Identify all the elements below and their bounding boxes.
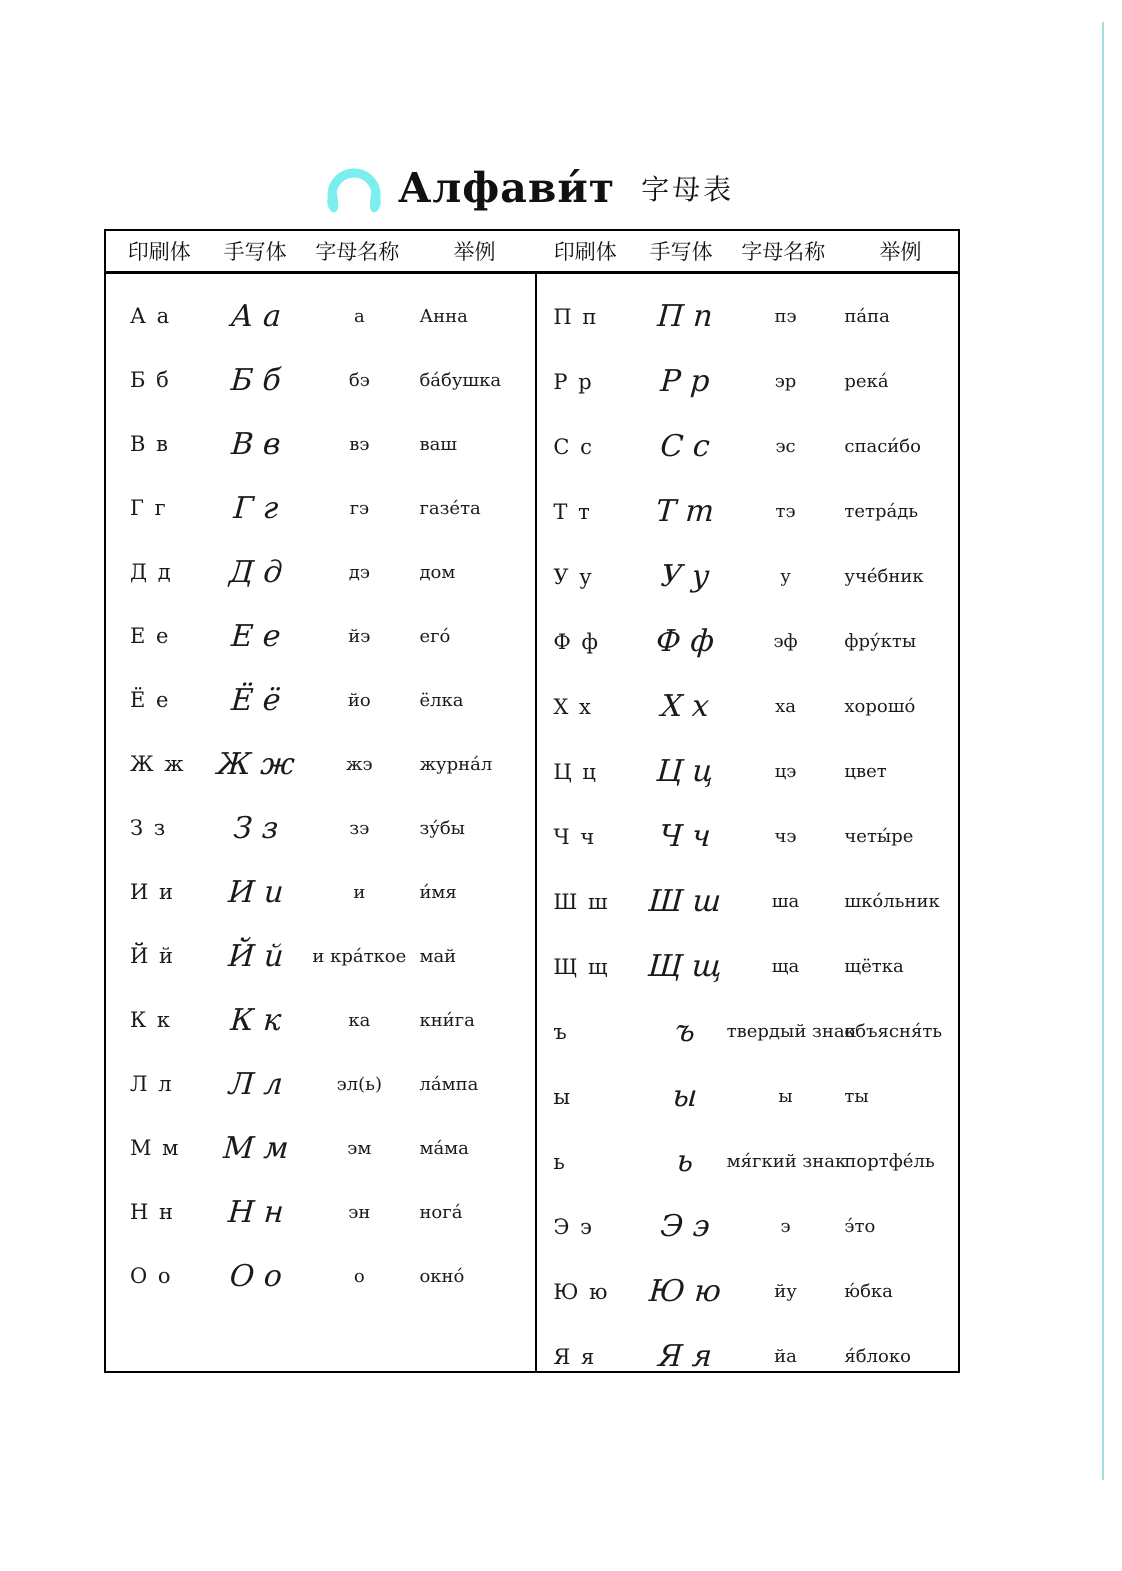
cell-printed-letter: Я я: [553, 1344, 597, 1369]
table-row: [106, 1052, 535, 1116]
cell-example-word: журна́л: [419, 753, 493, 775]
table-row: [106, 796, 535, 860]
cell-letter-name: твердый знак: [726, 1021, 856, 1042]
header-example: 举例: [453, 241, 496, 264]
cell-example-word: ваш: [419, 433, 458, 455]
cell-handwritten-letter: В в: [230, 426, 283, 462]
table-row: [106, 284, 535, 348]
cell-printed-letter: К к: [130, 1008, 173, 1032]
cell-letter-name: и: [353, 881, 366, 903]
cell-printed-letter: Р р: [553, 369, 594, 394]
cell-handwritten-letter: У у: [659, 559, 711, 594]
page-header: [322, 158, 734, 218]
cell-example-word: хорошо́: [844, 696, 916, 717]
cell-handwritten-letter: Б б: [230, 362, 283, 398]
page-title-zh: 字母表: [641, 174, 735, 205]
table-row: [537, 1129, 958, 1194]
table-row: [537, 1259, 958, 1324]
table-row: [537, 349, 958, 414]
cell-handwritten-letter: Л л: [228, 1066, 285, 1102]
cell-handwritten-letter: Ц ц: [655, 754, 715, 789]
table-row: [106, 668, 535, 732]
cell-letter-name: а: [353, 305, 365, 327]
cell-example-word: четы́ре: [844, 826, 914, 847]
cell-letter-name: ша: [771, 891, 800, 912]
table-row: [537, 544, 958, 609]
cell-printed-letter: П п: [553, 304, 599, 329]
cell-handwritten-letter: Ж ж: [216, 746, 297, 782]
cell-letter-name: о: [353, 1265, 365, 1287]
cell-letter-name: йэ: [348, 625, 371, 647]
table-header-left: [106, 231, 532, 271]
cell-letter-name: пэ: [774, 306, 797, 327]
table-row: [537, 674, 958, 739]
table-row: [537, 999, 958, 1064]
cell-letter-name: гэ: [349, 497, 370, 519]
table-row: [106, 732, 535, 796]
cell-printed-letter: Н н: [130, 1200, 175, 1224]
cell-printed-letter: М м: [130, 1136, 181, 1160]
cell-handwritten-letter: ь: [675, 1144, 694, 1179]
cell-printed-letter: Е е: [130, 624, 171, 648]
cell-example-word: дом: [419, 561, 456, 583]
table-row: [106, 924, 535, 988]
cell-letter-name: эм: [347, 1137, 372, 1159]
cell-example-word: уче́бник: [844, 566, 924, 587]
header-example: 举例: [879, 241, 922, 264]
table-row: [106, 540, 535, 604]
cell-letter-name: ка: [348, 1009, 371, 1031]
cell-printed-letter: С с: [553, 434, 594, 459]
table-row: [537, 739, 958, 804]
table-row: [537, 1324, 958, 1389]
cell-example-word: Анна: [419, 305, 468, 327]
cell-letter-name: йа: [774, 1346, 797, 1367]
table-row: [106, 1180, 535, 1244]
cell-letter-name: чэ: [774, 826, 797, 847]
table-row: [106, 1116, 535, 1180]
cell-example-word: па́па: [844, 306, 890, 327]
cell-printed-letter: Х х: [553, 694, 593, 719]
header-written-form: 手写体: [223, 241, 287, 264]
cell-printed-letter: Ю ю: [553, 1279, 610, 1304]
cell-letter-name: и кра́ткое: [312, 945, 407, 967]
cell-letter-name: йо: [347, 689, 371, 711]
cell-printed-letter: Б б: [130, 368, 171, 392]
cell-handwritten-letter: Р р: [658, 364, 711, 399]
table-row: [537, 414, 958, 479]
cell-printed-letter: А а: [130, 304, 172, 328]
cell-handwritten-letter: Ф ф: [654, 624, 715, 659]
table-row: [537, 609, 958, 674]
table-row: [537, 1194, 958, 1259]
cell-letter-name: бэ: [348, 369, 370, 391]
cell-letter-name: ха: [775, 696, 796, 717]
cell-handwritten-letter: З з: [232, 810, 280, 846]
table-row: [537, 1064, 958, 1129]
cell-letter-name: дэ: [348, 561, 370, 583]
cell-example-word: ты: [844, 1086, 869, 1107]
cell-example-word: э́то: [844, 1216, 876, 1237]
header-letter-name: 字母名称: [741, 241, 826, 264]
cell-printed-letter: Ц ц: [553, 759, 598, 784]
cell-example-word: спаси́бо: [844, 436, 921, 457]
table-row: [106, 860, 535, 924]
table-row: [537, 934, 958, 999]
cell-printed-letter: З з: [130, 816, 168, 840]
table-right-half: [535, 274, 958, 1374]
cell-letter-name: тэ: [775, 501, 796, 522]
cell-example-word: цвет: [844, 761, 887, 782]
table-body: [106, 274, 958, 1374]
cell-example-word: ю́бка: [844, 1281, 893, 1302]
header-written-form: 手写体: [649, 241, 713, 264]
cell-example-word: ма́ма: [419, 1137, 469, 1159]
table-row: [537, 284, 958, 349]
cell-example-word: ба́бушка: [419, 369, 502, 391]
cell-handwritten-letter: О о: [228, 1258, 284, 1294]
headphones-icon: [322, 159, 386, 217]
table-row: [106, 348, 535, 412]
cell-handwritten-letter: А а: [229, 298, 283, 334]
cell-printed-letter: Ф ф: [553, 629, 600, 654]
cell-handwritten-letter: Г г: [232, 490, 280, 526]
cell-printed-letter: Л л: [130, 1072, 174, 1096]
cell-letter-name: эс: [775, 436, 796, 457]
table-row: [106, 604, 535, 668]
cell-letter-name: эр: [774, 371, 797, 392]
cell-printed-letter: Й й: [130, 944, 175, 968]
cell-example-word: щётка: [844, 956, 904, 977]
cell-handwritten-letter: Я я: [656, 1339, 713, 1374]
cell-letter-name: ы: [778, 1086, 793, 1107]
cell-handwritten-letter: П п: [655, 299, 714, 334]
cell-example-word: зу́бы: [419, 817, 466, 839]
cell-printed-letter: У у: [553, 564, 594, 589]
header-printed-form: 印刷体: [127, 241, 191, 264]
table-row: [106, 412, 535, 476]
cell-example-word: нога́: [419, 1201, 463, 1223]
cell-printed-letter: ъ: [553, 1019, 569, 1044]
cell-handwritten-letter: Д д: [228, 554, 284, 590]
cell-example-word: шко́льник: [844, 891, 940, 912]
cell-letter-name: эф: [773, 631, 798, 652]
alphabet-table: [104, 229, 960, 1373]
cell-example-word: ла́мпа: [419, 1073, 479, 1095]
cell-handwritten-letter: Щ щ: [646, 949, 723, 984]
cell-printed-letter: Г г: [130, 496, 168, 520]
cell-letter-name: йу: [774, 1281, 797, 1302]
cell-printed-letter: ь: [553, 1149, 567, 1174]
cell-printed-letter: И и: [130, 880, 175, 904]
cell-handwritten-letter: Ш ш: [647, 884, 722, 919]
cell-handwritten-letter: Х х: [659, 689, 710, 724]
cell-printed-letter: Д д: [130, 560, 173, 584]
cell-example-word: река́: [844, 371, 889, 392]
cell-letter-name: эн: [348, 1201, 371, 1223]
cell-letter-name: цэ: [774, 761, 797, 782]
table-row: [537, 869, 958, 934]
cell-handwritten-letter: Т т: [654, 494, 715, 529]
cell-example-word: окно́: [419, 1265, 465, 1287]
table-row: [106, 988, 535, 1052]
cell-handwritten-letter: ы: [671, 1079, 699, 1114]
cell-letter-name: э: [780, 1216, 791, 1237]
cell-handwritten-letter: Й й: [227, 938, 286, 974]
cell-letter-name: жэ: [346, 753, 373, 775]
cell-letter-name: эл(ь): [336, 1073, 383, 1095]
cell-printed-letter: Ж ж: [130, 752, 186, 776]
cell-printed-letter: Щ щ: [553, 954, 610, 979]
table-row: [106, 1244, 535, 1308]
cell-printed-letter: ы: [553, 1084, 573, 1109]
cell-printed-letter: Ш ш: [553, 889, 610, 914]
cell-printed-letter: Э э: [553, 1214, 594, 1239]
cell-example-word: портфе́ль: [844, 1151, 935, 1172]
header-letter-name: 字母名称: [315, 241, 400, 264]
table-header-right: [532, 231, 958, 271]
cell-example-word: и́мя: [419, 881, 457, 903]
cell-handwritten-letter: М м: [222, 1130, 291, 1166]
cell-printed-letter: Т т: [553, 499, 592, 524]
cell-letter-name: мя́гкий знак: [726, 1151, 847, 1172]
cell-handwritten-letter: Э э: [658, 1209, 711, 1244]
cell-handwritten-letter: Ю ю: [647, 1274, 722, 1309]
cell-handwritten-letter: С с: [658, 429, 711, 464]
page-edge-line: [1102, 22, 1104, 1480]
cell-letter-name: вэ: [349, 433, 370, 455]
table-row: [537, 804, 958, 869]
cell-printed-letter: Ё е: [130, 688, 171, 712]
table-header: [106, 231, 958, 274]
cell-handwritten-letter: Н н: [227, 1194, 286, 1230]
cell-letter-name: у: [780, 566, 791, 587]
cell-printed-letter: В в: [130, 432, 170, 456]
cell-handwritten-letter: К к: [229, 1002, 283, 1038]
cell-example-word: тетра́дь: [844, 501, 919, 522]
cell-handwritten-letter: И и: [227, 874, 286, 910]
cell-handwritten-letter: ъ: [673, 1014, 696, 1049]
cell-printed-letter: О о: [130, 1264, 173, 1288]
cell-example-word: ёлка: [419, 689, 464, 711]
cell-letter-name: зэ: [349, 817, 370, 839]
cell-example-word: фру́кты: [844, 631, 917, 652]
cell-example-word: кни́га: [419, 1009, 475, 1031]
table-row: [537, 479, 958, 544]
cell-handwritten-letter: Е е: [230, 618, 283, 654]
cell-letter-name: ща: [771, 956, 800, 977]
header-printed-form: 印刷体: [553, 241, 617, 264]
table-left-half: [106, 274, 535, 1371]
cell-handwritten-letter: Ё ё: [230, 682, 283, 718]
table-row: [106, 476, 535, 540]
cell-example-word: я́блоко: [844, 1346, 911, 1367]
cell-printed-letter: Ч ч: [553, 824, 597, 849]
page-title: Алфави́т: [398, 164, 616, 212]
cell-example-word: май: [419, 945, 457, 967]
cell-example-word: его́: [419, 625, 451, 647]
cell-example-word: газе́та: [419, 497, 481, 519]
cell-handwritten-letter: Ч ч: [657, 819, 712, 854]
cell-example-word: объясня́ть: [844, 1021, 943, 1042]
